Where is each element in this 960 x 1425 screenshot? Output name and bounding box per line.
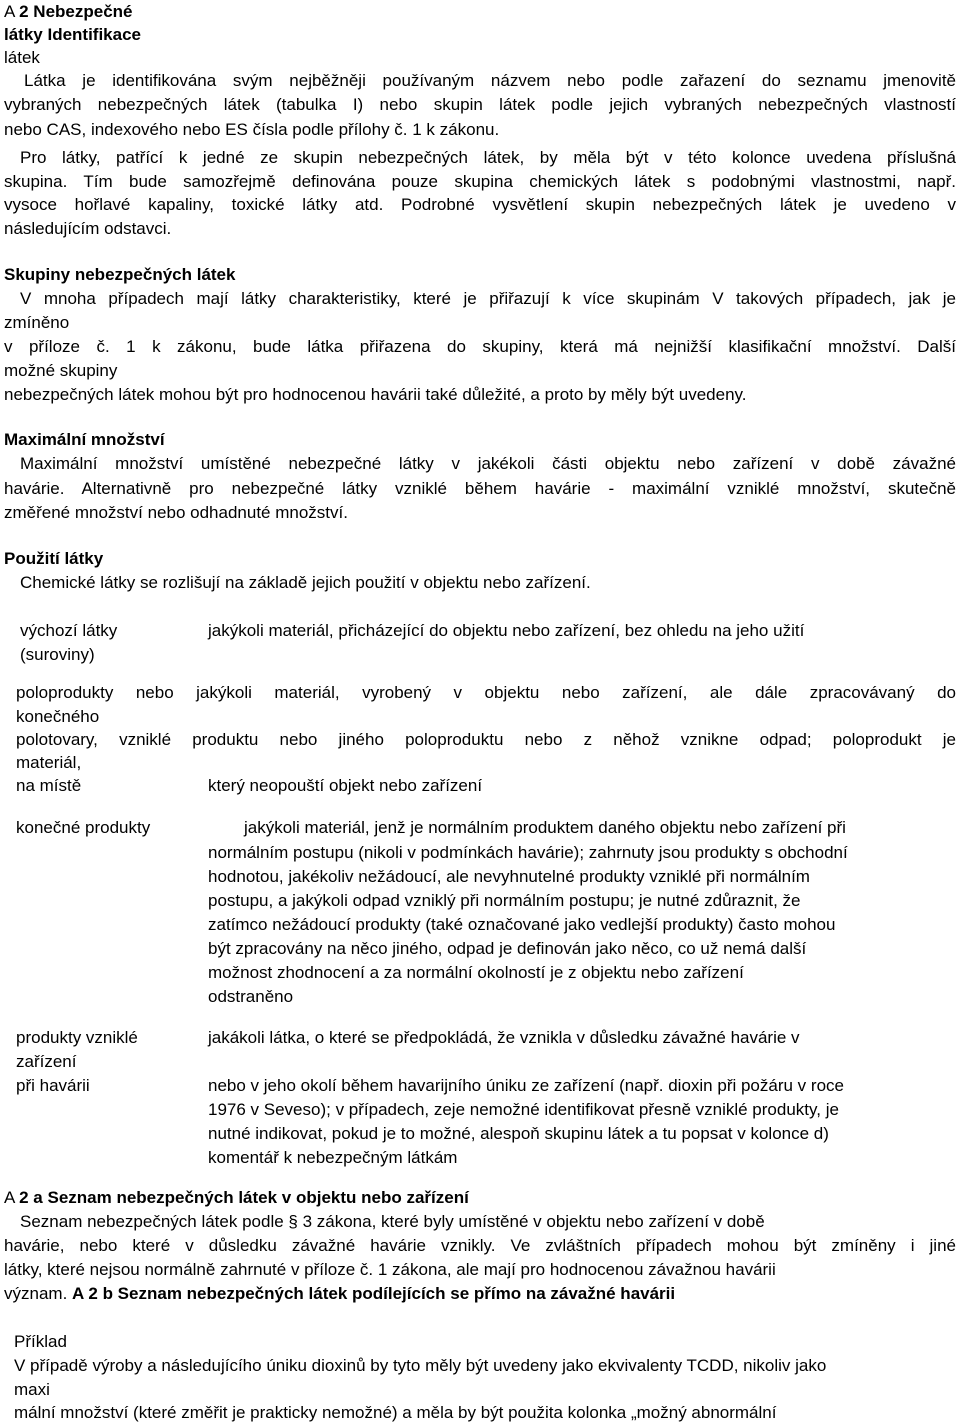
definition-vznikle-line: jakákoli látka, o které se předpokládá, že vznikla v důsledku závažné havárie v bbox=[208, 1028, 800, 1047]
paragraph-line: mální množství (které změřit je prakticky nemožné) a měla by být použita kolonka „možný abnormální bbox=[14, 1403, 777, 1422]
paragraph-line: nebezpečných látek mohou být pro hodnocenou havárii také důležité, a proto by měly být uvedeny. bbox=[4, 385, 747, 404]
pouziti-heading: Použití látky bbox=[4, 549, 104, 568]
definition-konecne-line: odstraněno bbox=[208, 987, 294, 1006]
paragraph-line: Chemické látky se rozlišují na základě jejich použití v objektu nebo zařízení. bbox=[20, 573, 591, 592]
paragraph-line: změřené množství nebo odhadnuté množství. bbox=[4, 503, 348, 522]
term-vznikle: produkty vzniklé bbox=[16, 1028, 138, 1047]
paragraph-line: následujícím odstavci. bbox=[4, 219, 172, 238]
paragraph-line: možné skupiny bbox=[4, 361, 118, 380]
definition-vychozi: jakýkoli materiál, přicházející do objektu nebo zařízení, bez ohledu na jeho užití bbox=[208, 621, 805, 640]
definition-vznikle-line: nebo v jeho okolí během havarijního úniku ze zařízení (např. dioxin při požáru v roce bbox=[208, 1076, 844, 1095]
paragraph-line: polotovary, vzniklé produktu nebo jiného poloproduktu nebo z něhož vznikne odpad; poloprodukt je bbox=[16, 730, 956, 749]
definition-na-miste: který neopouští objekt nebo zařízení bbox=[208, 776, 483, 795]
paragraph-line: Látka je identifikována svým nejběžněji používaným názvem nebo podle zařazení do seznamu jmenovitě bbox=[24, 71, 956, 90]
section-a2a-title: A 2 a Seznam nebezpečných látek v objektu nebo zařízení bbox=[4, 1188, 469, 1207]
paragraph-line: látky, které nejsou normálně zahrnuté v příloze č. 1 zákona, ale mají pro hodnocenou závažnou havárii bbox=[4, 1260, 776, 1279]
definition-konecne-line: hodnotou, jakékoliv nežádoucí, ale nevyhnutelné produkty vzniklé při normálním bbox=[208, 867, 810, 886]
paragraph-line: konečného bbox=[16, 707, 100, 726]
paragraph-line: nebo CAS, indexového nebo ES čísla podle přílohy č. 1 k zákonu. bbox=[4, 120, 500, 139]
definition-konecne-line: možnost zhodnocení a za normální okolností je z objektu nebo zařízení bbox=[208, 963, 744, 982]
paragraph-line: vysoce hořlavé kapaliny, toxické látky atd. Podrobné vysvětlení skupin nebezpečných látek je uvedeno v bbox=[4, 195, 956, 214]
definition-vznikle-line: nutné indikovat, pokud je to možné, alespoň skupinu látek a tu popsat v kolonce d) bbox=[208, 1124, 829, 1143]
definition-konecne-line: zatímco nežádoucí produkty (také označované jako vedlejší produkty) často mohou bbox=[208, 915, 836, 934]
paragraph-line: materiál, bbox=[16, 753, 82, 772]
paragraph-line: v příloze č. 1 k zákonu, bude látka přiřazena do skupiny, která má nejnižší klasifikační množství. Další bbox=[4, 337, 956, 356]
paragraph-line: význam. A 2 b Seznam nebezpečných látek podílejících se přímo na závažné havárii bbox=[4, 1284, 676, 1303]
paragraph-line: Maximální množství umístěné nebezpečné látky v jakékoli části objektu nebo zařízení v době závažné bbox=[20, 454, 956, 473]
term-konecne: konečné produkty bbox=[16, 818, 151, 837]
paragraph-line: Pro látky, patřící k jedné ze skupin nebezpečných látek, by měla být v této kolonce uvedena příslušná bbox=[20, 148, 956, 167]
section-a2b-title: A 2 b Seznam nebezpečných látek podílejících se přímo na závažné havárii bbox=[72, 1284, 676, 1303]
paragraph-line: V mnoha případech mají látky charakteristiky, které je přiřazují k více skupinám V takových případech, jak je bbox=[20, 289, 956, 308]
paragraph-line: vybraných nebezpečných látek (tabulka I) nebo skupin látek podle jejich vybraných nebezpečných vlastností bbox=[4, 95, 956, 114]
term-vznikle-3: při havárii bbox=[16, 1076, 90, 1095]
definition-konecne-line: postupu, a jakýkoli odpad vzniklý při normálním postupu; je nutné zdůraznit, že bbox=[208, 891, 801, 910]
term-vychozi: výchozí látky bbox=[20, 621, 118, 640]
paragraph-line: havárie. Alternativně pro nebezpečné látky vzniklé během havárie - maximální vzniklé množství, skutečně bbox=[4, 479, 956, 498]
definition-konecne-line: být zpracovány na něco jiného, odpad je definován jako něco, co už nemá další bbox=[208, 939, 807, 958]
definition-konecne-line: normálním postupu (nikoli v podmínkách havárie); zahrnuty jsou produkty s obchodní bbox=[208, 843, 848, 862]
paragraph-line: havárie, nebo které v důsledku závažné havárie vznikly. Ve zvláštních případech mohou být zmíněny i jiné bbox=[4, 1236, 956, 1255]
paragraph-line: maxi bbox=[14, 1380, 50, 1399]
definition-konecne-line: jakýkoli materiál, jenž je normálním produktem daného objektu nebo zařízení při bbox=[244, 818, 846, 837]
definition-vznikle-line: 1976 v Seveso); v případech, zeje nemožné identifikovat přesně vzniklé produkty, je bbox=[208, 1100, 839, 1119]
paragraph-line: poloprodukty nebo jakýkoli materiál, vyrobený v objektu nebo zařízení, ale dále zpracovávaný do bbox=[16, 683, 956, 702]
term-na-miste: na místě bbox=[16, 776, 82, 795]
paragraph-line: V případě výroby a následujícího úniku dioxinů by tyto měly být uvedeny jako ekvivalenty TCDD, nikoliv jako bbox=[14, 1356, 827, 1375]
paragraph-line: zmíněno bbox=[4, 313, 70, 332]
definition-vznikle-line: komentář k nebezpečným látkám bbox=[208, 1148, 458, 1167]
term-vznikle-2: zařízení bbox=[16, 1052, 77, 1071]
section-a2-title-line-2: látky Identifikace bbox=[4, 25, 142, 44]
section-a2-title: A 2 Nebezpečné bbox=[4, 2, 133, 21]
skupiny-heading: Skupiny nebezpečných látek bbox=[4, 265, 236, 284]
priklad-heading: Příklad bbox=[14, 1332, 67, 1351]
section-a2-title-line-3: látek bbox=[4, 48, 40, 67]
maximalni-heading: Maximální množství bbox=[4, 430, 165, 449]
paragraph-line: skupina. Tím bude samozřejmě definována pouze skupina chemických látek s podobnými vlastnostmi, např. bbox=[4, 172, 956, 191]
paragraph-line: Seznam nebezpečných látek podle § 3 zákona, které byly umístěné v objektu nebo zařízení v době bbox=[20, 1212, 765, 1231]
term-vychozi-2: (suroviny) bbox=[20, 645, 95, 664]
